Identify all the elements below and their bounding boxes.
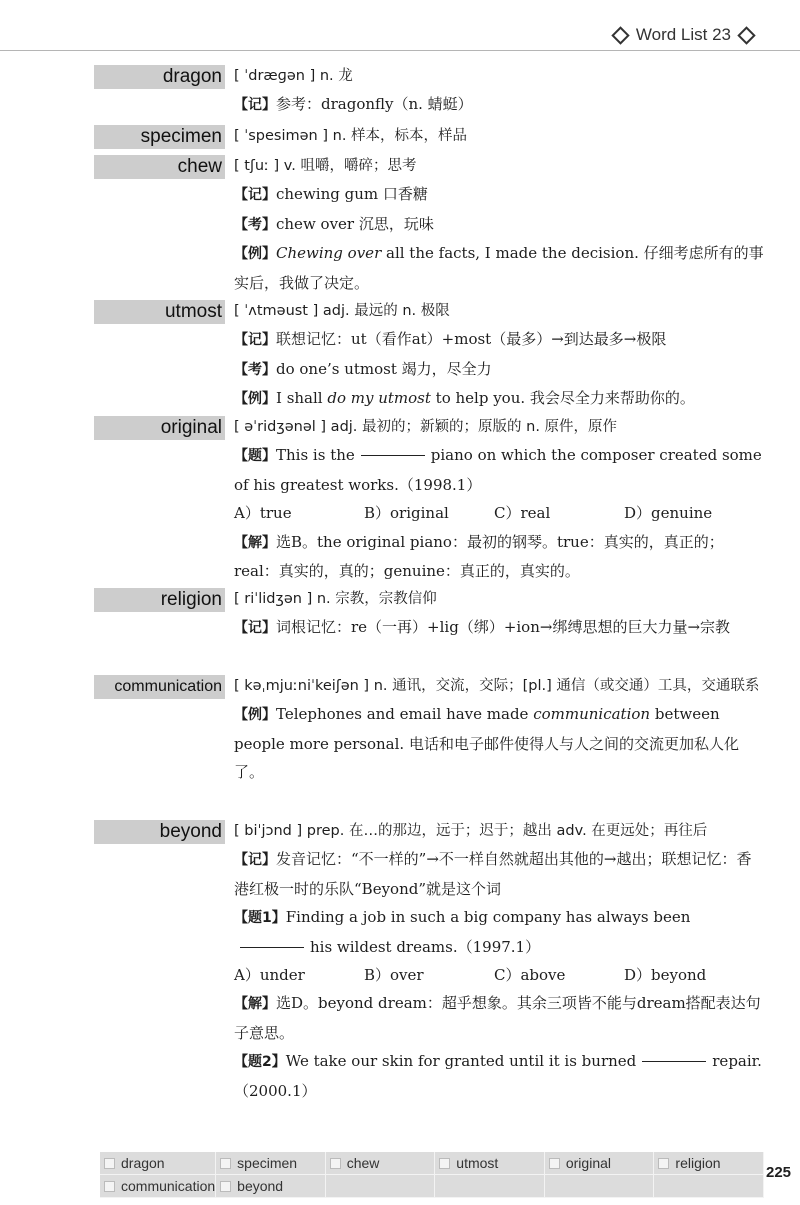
- question-text: repair.（2000.1）: [234, 1052, 762, 1100]
- example-italic: do my utmost: [327, 389, 431, 408]
- option: C）real: [494, 504, 551, 523]
- checklist-item-religion[interactable]: religion: [654, 1152, 764, 1175]
- memo-text: chewing gum 口香糖: [276, 185, 428, 204]
- example-text: I shall: [276, 389, 328, 408]
- label-kao: 【考】: [234, 216, 276, 233]
- definition: [ ˈspesimən ] n. 样本，标本，样品: [234, 128, 468, 144]
- label-jie: 【解】: [234, 996, 276, 1013]
- question-text: We take our skin for granted until it is burned: [285, 1052, 637, 1071]
- header-title: Word List 23: [635, 25, 731, 44]
- label-ti2: 【题2】: [234, 1054, 286, 1071]
- option: A）under: [234, 966, 305, 985]
- question-text: This is the: [276, 446, 355, 465]
- headword: specimen: [94, 125, 225, 149]
- label-li: 【例】: [234, 391, 276, 408]
- checklist-empty-cell: [326, 1175, 436, 1198]
- checkbox-icon[interactable]: [220, 1181, 231, 1192]
- option: D）genuine: [624, 504, 713, 523]
- checkbox-icon[interactable]: [439, 1158, 450, 1169]
- memo-text: 参考：dragonfly（n. 蜻蜓）: [276, 95, 473, 114]
- checkbox-icon[interactable]: [549, 1158, 560, 1169]
- checklist-empty-cell: [654, 1175, 764, 1198]
- checklist-item-utmost[interactable]: utmost: [435, 1152, 545, 1175]
- question-text: Finding a job in such a big company has always been: [285, 908, 691, 927]
- headword: chew: [94, 155, 225, 179]
- checkbox-icon[interactable]: [658, 1158, 669, 1169]
- definition: [ biˈjɔnd ] prep. 在…的那边，远于；迟于；越出 adv. 在更远处；再往后: [234, 823, 708, 839]
- entry-body: [234, 413, 764, 585]
- header-divider: [0, 50, 800, 51]
- explanation-text: 选B。the original piano：最初的钢琴。true：真实的，真正的；real：真实的，真的；genuine：真正的，真实的。: [234, 532, 724, 581]
- checklist-item-beyond[interactable]: beyond: [216, 1175, 326, 1198]
- diamond-icon: [611, 26, 629, 44]
- label-ji: 【记】: [234, 97, 276, 114]
- checklist-empty-cell: [435, 1175, 545, 1198]
- answer-blank: [240, 947, 304, 948]
- question-text: his wildest dreams.（1997.1）: [310, 937, 541, 956]
- exam-text: do one’s utmost 竭力，尽全力: [276, 359, 492, 378]
- option: C）above: [494, 966, 566, 985]
- memo-text: 词根记忆：re（一再）+lig（绑）+ion→绑缚思想的巨大力量→宗教: [276, 618, 731, 637]
- checklist-item-chew[interactable]: chew: [326, 1152, 436, 1175]
- headword: religion: [94, 588, 225, 612]
- definition: [ kəˌmjuːniˈkeiʃən ] n. 通讯，交流，交际；[pl.] 通信（或交通）工具，交通联系: [234, 678, 760, 694]
- checklist-empty-cell: [545, 1175, 655, 1198]
- page-number: 225: [766, 1164, 792, 1181]
- diamond-icon: [737, 26, 755, 44]
- example-italic: communication: [533, 705, 651, 724]
- option: A）true: [234, 504, 292, 523]
- label-ji: 【记】: [234, 852, 276, 869]
- option: D）beyond: [624, 966, 707, 985]
- options-row: [234, 961, 764, 989]
- checklist-item-specimen[interactable]: specimen: [216, 1152, 326, 1175]
- example-text: all the facts, I made the decision. 仔细考虑所有的事实后，我做了决定。: [234, 244, 764, 292]
- checkbox-icon[interactable]: [104, 1158, 115, 1169]
- label-jie: 【解】: [234, 534, 276, 551]
- definition: [ ˈdræɡən ] n. 龙: [234, 68, 353, 84]
- entry-body: [234, 672, 764, 787]
- label-li: 【例】: [234, 707, 276, 724]
- option: B）original: [364, 504, 449, 523]
- checklist-item-original[interactable]: original: [545, 1152, 655, 1175]
- checklist-item-dragon[interactable]: dragon: [100, 1152, 216, 1175]
- label-ti: 【题】: [234, 448, 276, 465]
- entry-body: [234, 122, 764, 150]
- headword: original: [94, 416, 225, 440]
- answer-blank: [361, 455, 425, 456]
- headword: beyond: [94, 820, 225, 844]
- checklist-item-communication[interactable]: communication: [100, 1175, 216, 1198]
- label-ji: 【记】: [234, 620, 276, 637]
- example-text: between people more personal. 电话和电子邮件使得人与人之间的交流更加私人化了。: [234, 705, 739, 782]
- memo-text: 联想记忆：ut（看作at）+most（最多）→到达最多→极限: [276, 330, 667, 349]
- headword: communication: [94, 675, 225, 699]
- label-ti1: 【题1】: [234, 910, 286, 927]
- checkbox-icon[interactable]: [330, 1158, 341, 1169]
- definition: [ riˈlidʒən ] n. 宗教，宗教信仰: [234, 591, 437, 607]
- entry-body: [234, 817, 764, 1105]
- example-text: Telephones and email have made: [276, 705, 534, 724]
- entry-body: [234, 62, 764, 120]
- label-ji: 【记】: [234, 332, 276, 349]
- definition: [ tʃuː ] v. 咀嚼，嚼碎；思考: [234, 158, 417, 174]
- exam-text: chew over 沉思，玩味: [276, 214, 434, 233]
- definition: [ ˈʌtməust ] adj. 最远的 n. 极限: [234, 303, 450, 319]
- checkbox-icon[interactable]: [220, 1158, 231, 1169]
- question-text: piano on which the composer created some of his greatest works.（1998.1）: [234, 446, 762, 494]
- label-li: 【例】: [234, 246, 276, 263]
- running-header: [605, 25, 762, 45]
- memo-text: 发音记忆：“不一样的”→不一样自然就超出其他的→越出；联想记忆：香港红极一时的乐队“Beyond”就是这个词: [234, 850, 752, 898]
- headword: dragon: [94, 65, 225, 89]
- entry-body: [234, 152, 764, 297]
- entry-body: [234, 585, 764, 643]
- option: B）over: [364, 966, 424, 985]
- word-checklist: [100, 1152, 764, 1198]
- label-ji: 【记】: [234, 187, 276, 204]
- example-text: to help you. 我会尽全力来帮助你的。: [430, 389, 695, 408]
- label-kao: 【考】: [234, 361, 276, 378]
- explanation-text: 选D。beyond dream：超乎想象。其余三项皆不能与dream搭配表达句子意思。: [234, 994, 761, 1042]
- entry-body: [234, 297, 764, 414]
- headword: utmost: [94, 300, 225, 324]
- options-row: [234, 499, 764, 527]
- answer-blank: [642, 1061, 706, 1062]
- example-italic: Chewing over: [276, 244, 382, 263]
- definition: [ əˈridʒənəl ] adj. 最初的；新颖的；原版的 n. 原件，原作: [234, 419, 618, 435]
- checkbox-icon[interactable]: [104, 1181, 115, 1192]
